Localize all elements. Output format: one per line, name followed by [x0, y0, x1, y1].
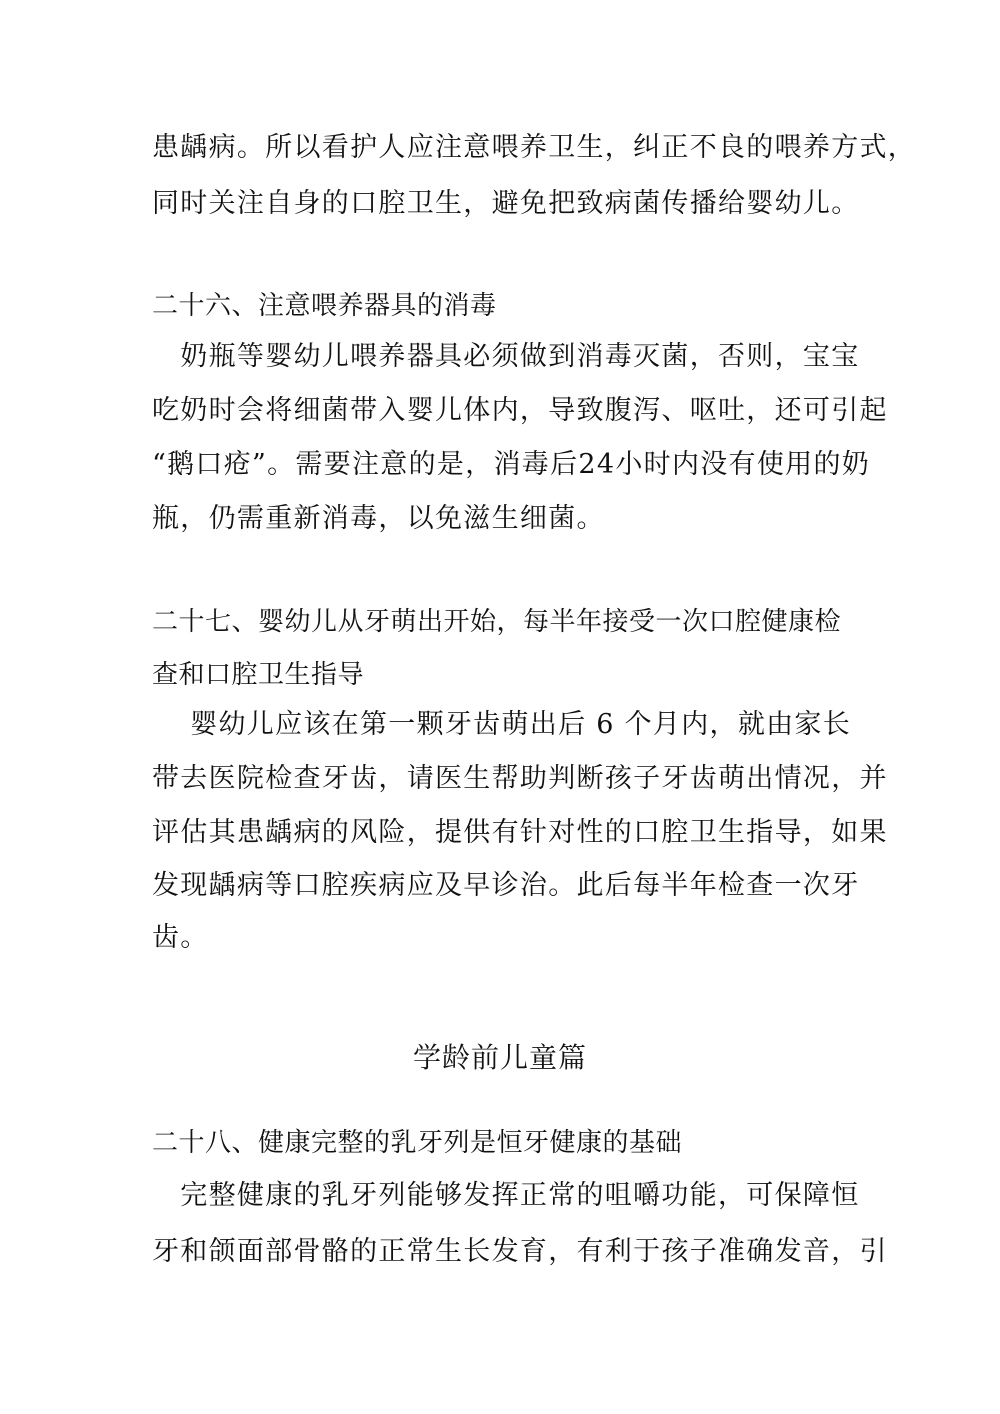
paragraph-line: “鹅口疮”。需要注意的是，消毒后24小时内没有使用的奶 [152, 449, 871, 480]
paragraph-line: 瓶，仍需重新消毒，以免滋生细菌。 [152, 503, 605, 534]
paragraph-line: 同时关注自身的口腔卫生，避免把致病菌传播给婴幼儿。 [152, 188, 860, 219]
paragraph-line: 评估其患龋病的风险，提供有针对性的口腔卫生指导，如果 [152, 817, 888, 848]
paragraph-line: 齿。 [152, 922, 209, 953]
section-heading: 二十八、健康完整的乳牙列是恒牙健康的基础 [152, 1128, 683, 1158]
section-heading: 二十六、注意喂养器具的消毒 [152, 291, 497, 321]
paragraph-line: 发现龋病等口腔疾病应及早诊治。此后每半年检查一次牙 [152, 870, 860, 901]
paragraph-line: 完整健康的乳牙列能够发挥正常的咀嚼功能，可保障恒 [152, 1180, 860, 1211]
paragraph-line: 牙和颌面部骨骼的正常生长发育，有利于孩子准确发音，引 [152, 1236, 888, 1267]
paragraph-line: 带去医院检查牙齿，请医生帮助判断孩子牙齿萌出情况，并 [152, 763, 888, 794]
section-heading: 查和口腔卫生指导 [152, 660, 365, 690]
part-title: 学龄前儿童篇 [412, 1041, 587, 1074]
paragraph-line: 患龋病。所以看护人应注意喂养卫生，纠正不良的喂养方式， [152, 132, 917, 163]
paragraph-line: 吃奶时会将细菌带入婴儿体内，导致腹泻、呕吐，还可引起 [152, 395, 888, 426]
paragraph-line: 奶瓶等婴幼儿喂养器具必须做到消毒灭菌，否则，宝宝 [152, 341, 860, 372]
section-heading: 二十七、婴幼儿从牙萌出开始，每半年接受一次口腔健康检 [152, 607, 842, 637]
paragraph-line: 婴幼儿应该在第一颗牙齿萌出后 6 个月内，就由家长 [152, 709, 852, 740]
